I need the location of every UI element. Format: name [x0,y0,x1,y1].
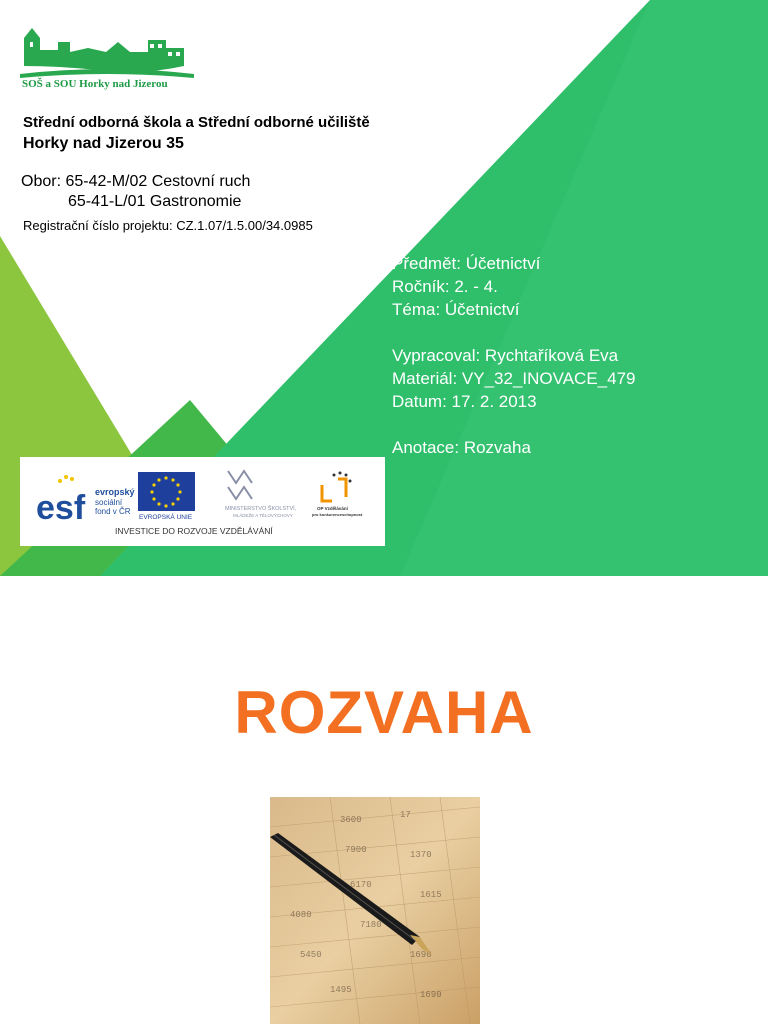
eu-flag-icon [138,472,195,521]
info-predmet: Předmět: Účetnictví [392,254,541,273]
registration-number [23,218,313,233]
logo-text: SOŠ a SOU Horky nad Jizerou [22,78,168,90]
info-datum: Datum: 17. 2. 2013 [392,392,537,411]
svg-text:1370: 1370 [410,850,432,860]
registration-label: Registrační číslo projektu: [23,218,173,233]
lesson-info [392,252,635,459]
svg-text:7180: 7180 [360,920,382,930]
funding-logos [20,457,385,546]
pen-ledger-photo [270,797,480,1024]
registration-value: CZ.1.07/1.5.00/34.0985 [176,218,313,233]
school-name [23,112,370,154]
school-name-line2: Horky nad Jizerou 35 [23,135,184,152]
funding-banner [20,457,385,546]
op-logo [312,472,363,518]
obor-line2: 65-41-L/01 Gastronomie [68,193,242,210]
svg-text:1690: 1690 [410,950,432,960]
eu-label: EVROPSKÁ UNIE [139,514,193,521]
esf-logo [36,475,135,527]
svg-text:3600: 3600 [340,815,362,825]
slide-title: ROZVAHA [234,679,534,746]
obor-block [21,172,250,212]
svg-text:1615: 1615 [420,890,442,900]
obor-line1: Obor: 65-42-M/02 Cestovní ruch [21,173,251,190]
svg-text:4080: 4080 [290,910,312,920]
svg-text:17: 17 [400,810,411,820]
op-label1: OP Vzdělávání [317,506,348,511]
investice-text: INVESTICE DO ROZVOJE VZDĚLÁVÁNÍ [115,526,273,536]
svg-text:7900: 7900 [345,845,367,855]
school-name-line1: Střední odborná škola a Střední odborné učiliště [23,114,370,131]
info-anotace: Anotace: Rozvaha [392,438,531,457]
esf-wordmark: esf [36,489,86,527]
svg-text:1495: 1495 [330,985,352,995]
rozvaha-slide [0,576,768,1024]
op-label2: pro konkurenceschopnost [312,512,363,517]
photo-illustration [270,797,480,1024]
msmt-logo [225,471,297,518]
svg-text:1690: 1690 [420,990,442,1000]
info-material: Materiál: VY_32_INOVACE_479 [392,369,636,388]
svg-text:5450: 5450 [300,950,322,960]
info-tema: Téma: Účetnictví [392,300,520,319]
esf-text3: fond v ČR [95,507,131,516]
esf-text1: evropský [95,487,135,497]
msmt-label1: MINISTERSTVO ŠKOLSTVÍ, [225,506,297,512]
esf-text2: sociální [95,498,123,507]
info-rocnik: Ročník: 2. - 4. [392,277,498,296]
info-vypracoval: Vypracoval: Rychtaříková Eva [392,346,619,365]
msmt-label2: MLÁDEŽE A TĚLOVÝCHOVY [233,513,293,518]
svg-text:6170: 6170 [350,880,372,890]
